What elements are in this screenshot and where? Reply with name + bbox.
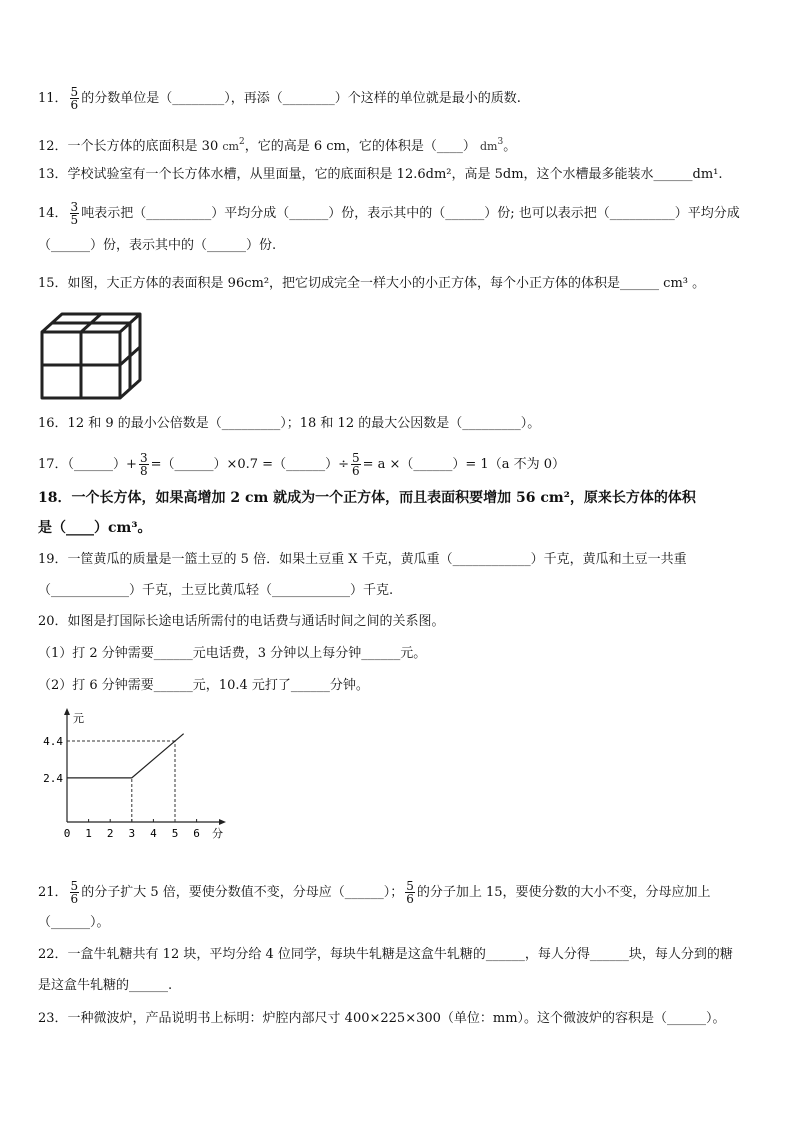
question-19-line2: （____________）千克，土豆比黄瓜轻（____________）千克. [38, 583, 394, 598]
y-axis-arrow [64, 708, 70, 715]
fraction: $\frac{5}{6}$ [70, 85, 79, 112]
x-tick-label: 6 [193, 827, 200, 840]
series-line [67, 734, 184, 778]
x-axis-arrow [219, 819, 226, 825]
question-number: 21． [38, 885, 68, 900]
y-tick-label: 2.4 [43, 771, 63, 785]
question-text-mid: ，它的高是 6 cm，它的体积是（____） [244, 139, 476, 154]
question-22-line1: 22．一盒牛轧糖共有 12 块，平均分给 4 位同学，每块牛轧糖是这盒牛轧糖的______，每人分得______块，每人分到的糖 [38, 947, 733, 962]
question-16: 16．12 和 9 的最小公倍数是（_________）；18 和 12 的最大公因数是（_________）。 [38, 416, 541, 431]
question-20-intro: 20．如图是打国际长途电话所需付的电话费与通话时间之间的关系图。 [38, 614, 445, 629]
fraction: $\frac{5}{6}$ [70, 879, 79, 906]
question-21-line2: （______）。 [38, 915, 110, 930]
question-11 [38, 86, 521, 111]
question-18-line2: 是（____）cm³。 [38, 520, 152, 536]
question-20-sub2: （2）打 6 分钟需要______元，10.4 元打了______分钟。 [38, 678, 369, 693]
x-tick-label: 2 [106, 827, 114, 840]
question-22-line2: 是这盒牛轧糖的______. [38, 978, 173, 993]
x-tick-label: 4 [150, 827, 157, 840]
x-tick-label: 1 [85, 827, 92, 840]
unit-cm: $cm^2$ [222, 137, 245, 153]
x-tick-label: 0 [63, 827, 71, 840]
question-21 [38, 880, 711, 905]
question-number: 11． [38, 91, 68, 106]
question-13: 13．学校试验室有一个长方体水槽，从里面量，它的底面积是 12.6dm²，高是 5dm，这个水槽最多能装水______dm¹. [38, 167, 723, 182]
question-17 [38, 452, 565, 477]
x-tick-label: 5 [171, 827, 179, 840]
fraction: $\frac{3}{5}$ [70, 200, 79, 227]
cube-figure [38, 308, 144, 404]
question-20-sub1: （1）打 2 分钟需要______元电话费，3 分钟以上每分钟______元。 [38, 646, 427, 661]
question-18-line1: 18．一个长方体，如果高增加 2 cm 就成为一个正方体，而且表面积要增加 56 cm²，原来长方体的体积 [38, 490, 696, 506]
question-text: 17．（______）+ [38, 457, 137, 472]
question-text: 的分子扩大 5 倍，要使分数值不变，分母应（______）； [81, 885, 404, 900]
question-text: 的分数单位是（________），再添（________）个这样的单位就是最小的质数. [81, 91, 521, 106]
phone-fee-chart [36, 706, 236, 846]
question-text-mid: =（______）×0.7 =（______）÷ [150, 457, 349, 472]
question-text-end: 。 [503, 139, 517, 154]
fraction: $\frac{3}{8}$ [139, 451, 148, 478]
question-14-line1 [38, 201, 740, 226]
question-23: 23．一种微波炉，产品说明书上标明：炉腔内部尺寸 400×225×300（单位：mm）。这个微波炉的容积是（______）。 [38, 1011, 726, 1026]
question-text-end: 的分子加上 15，要使分数的大小不变，分母应加上 [416, 885, 711, 900]
question-text: 12．一个长方体的底面积是 30 [38, 139, 219, 154]
question-12 [38, 133, 516, 156]
question-14-line2: （______）份，表示其中的（______）份. [38, 238, 277, 253]
fraction: $\frac{5}{6}$ [406, 879, 414, 906]
x-axis-label: 分 [212, 827, 223, 840]
fraction: $\frac{5}{6}$ [351, 451, 360, 478]
question-19-line1: 19．一筐黄瓜的质量是一篮土豆的 5 倍．如果土豆重 X 千克，黄瓜重（____________）千克，黄瓜和土豆一共重 [38, 552, 687, 567]
y-axis-label: 元 [73, 712, 84, 725]
unit-dm: $dm^3$ [479, 137, 504, 153]
question-15: 15．如图，大正方体的表面积是 96cm²，把它切成完全一样大小的小正方体，每个小正方体的体积是______ cm³ 。 [38, 276, 706, 291]
question-text: 吨表示把（__________）平均分成（______）份，表示其中的（______）份; 也可以表示把（__________）平均分成 [81, 206, 740, 221]
question-number: 14． [38, 206, 68, 221]
y-tick-label: 4.4 [43, 735, 63, 749]
question-text-end: = a ×（______）= 1（a 不为 0） [362, 457, 565, 472]
x-tick-label: 3 [128, 827, 136, 840]
